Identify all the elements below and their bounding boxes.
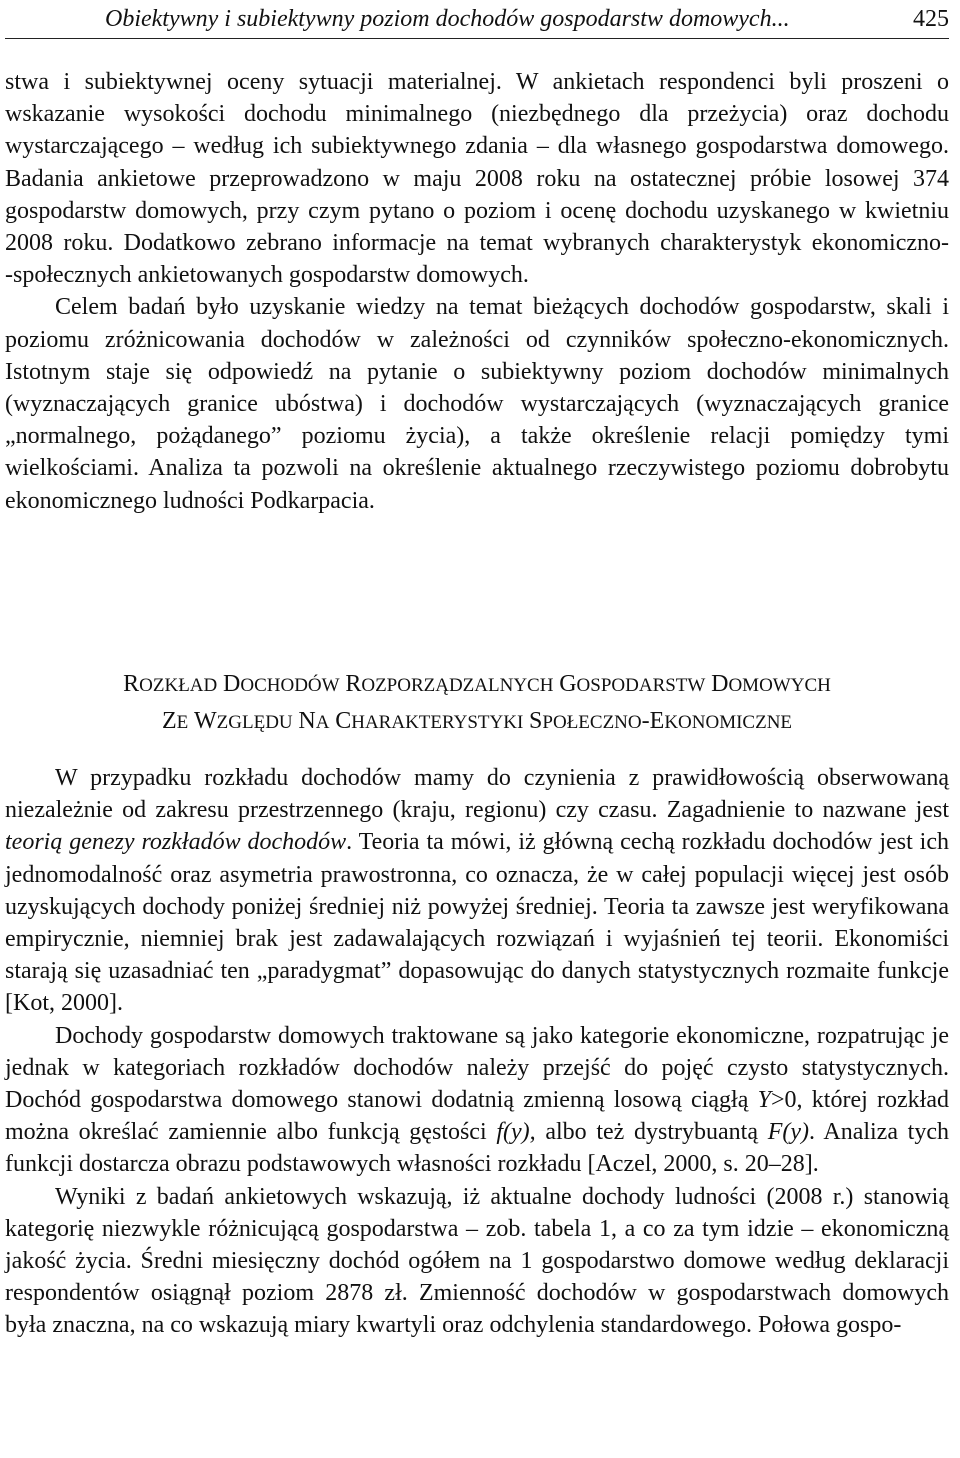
page-number: 425 <box>913 6 949 32</box>
running-head <box>5 4 949 39</box>
paragraph: W przypadku rozkładu dochodów mamy do czynienia z prawidłowością obserwowaną niezależnie od zakresu przestrzennego (kraju, regionu) czy czasu. Zagadnienie to nazwane jest teorią genezy rozkładów dochodów. Teoria ta mówi, iż główną cechą rozkładu dochodów jest ich jednomodalność oraz asymetria prawostronna, co oznacza, że w całej populacji więcej jest osób uzyskujących dochody poniżej średniej niż powyżej średniej. Teoria ta zawsze jest weryfikowana empirycznie, niemniej brak jest zadawalających rozwiązań i wyjaśnień tej teorii. Ekonomiści starają się uzasadniać ten „paradygmat” dopasowując do danych statystycznych rozmaite funkcje [Kot, 2000]. <box>5 765 949 1017</box>
emphasis: teorią genezy rozkładów dochodów <box>5 829 347 856</box>
section-heading <box>5 666 949 740</box>
section-intro <box>5 66 949 517</box>
paragraph: Wyniki z badań ankietowych wskazują, iż aktualne dochody ludności (2008 r.) stanowią kategorię niezwykle różnicującą gospodarstwa – zob. tabela 1, a co za tym idzie – ekonomiczną jakość życia. Średni miesięczny dochód ogółem na 1 gospodarstwo domowe według deklaracji respondentów osiągnął poziom 2878 zł. Zmienność dochodów w gospodarstwach domowych była znaczna, na co wskazują miary kwartyli oraz odchylenia standardowego. Połowa gospo- <box>5 1183 949 1339</box>
running-head-title: Obiektywny i subiektywny poziom dochodów gospodarstw domowych... <box>105 6 790 32</box>
section-heading-line-1: ROZKŁAD DOCHODÓW ROZPORZĄDZALNYCH GOSPODARSTW DOMOWYCH <box>123 671 831 697</box>
paragraph: Dochody gospodarstw domowych traktowane są jako kategorie ekonomiczne, rozpatrując je jednak w kategoriach rozkładów dochodów należy przejść do pojęć czysto statystycznych. Dochód gospodarstwa domowego stanowi dodatnią zmienną losową ciągłą Y>0, której rozkład można określać zamiennie albo funkcją gęstości f(y), albo też dystrybuantą F(y). Analiza tych funkcji dostarcza obrazu podstawowych własności rozkładu [Aczel, 2000, s. 20–28]. <box>5 1022 949 1178</box>
paragraph: stwa i subiektywnej oceny sytuacji materialnej. W ankietach respondenci byli proszeni o wskazanie wysokości dochodu minimalnego (niezbędnego dla przeżycia) oraz dochodu wystarczającego – według ich subiektywnego zdania – dla własnego gospodarstwa domowego. Badania ankietowe przeprowadzono w maju 2008 roku na ostatecznej próbie losowej 374 gospodarstw domowych, przy czym pytano o poziom i ocenę dochodu uzyskanego w kwietniu 2008 roku. Dodatkowo zebrano informacje na temat wybranych charakterystyk ekonomiczno-‑społecznych ankietowanych gospodarstw domowych. <box>5 69 949 289</box>
section-income-distribution <box>5 762 949 1342</box>
paragraph: Celem badań było uzyskanie wiedzy na temat bieżących dochodów gospodarstw, skali i poziomu zróżnicowania dochodów w zależności od czynników społeczno-ekonomicznych. Istotnym staje się odpowiedź na pytanie o subiektywny poziom dochodów minimalnych (wyznaczających granice ubóstwa) i dochodów wystarczających (wyznaczających granice „normalnego, pożądanego” poziomu życia), a także określenie relacji pomiędzy tymi wielkościami. Analiza ta pozwoli na określenie aktualnego rzeczywistego poziomu dobrobytu ekonomicznego ludności Podkarpacia. <box>5 294 949 514</box>
section-heading-line-2: ZE WZGLĘDU NA CHARAKTERYSTYKI SPOŁECZNO-EKONOMICZNE <box>161 708 793 734</box>
